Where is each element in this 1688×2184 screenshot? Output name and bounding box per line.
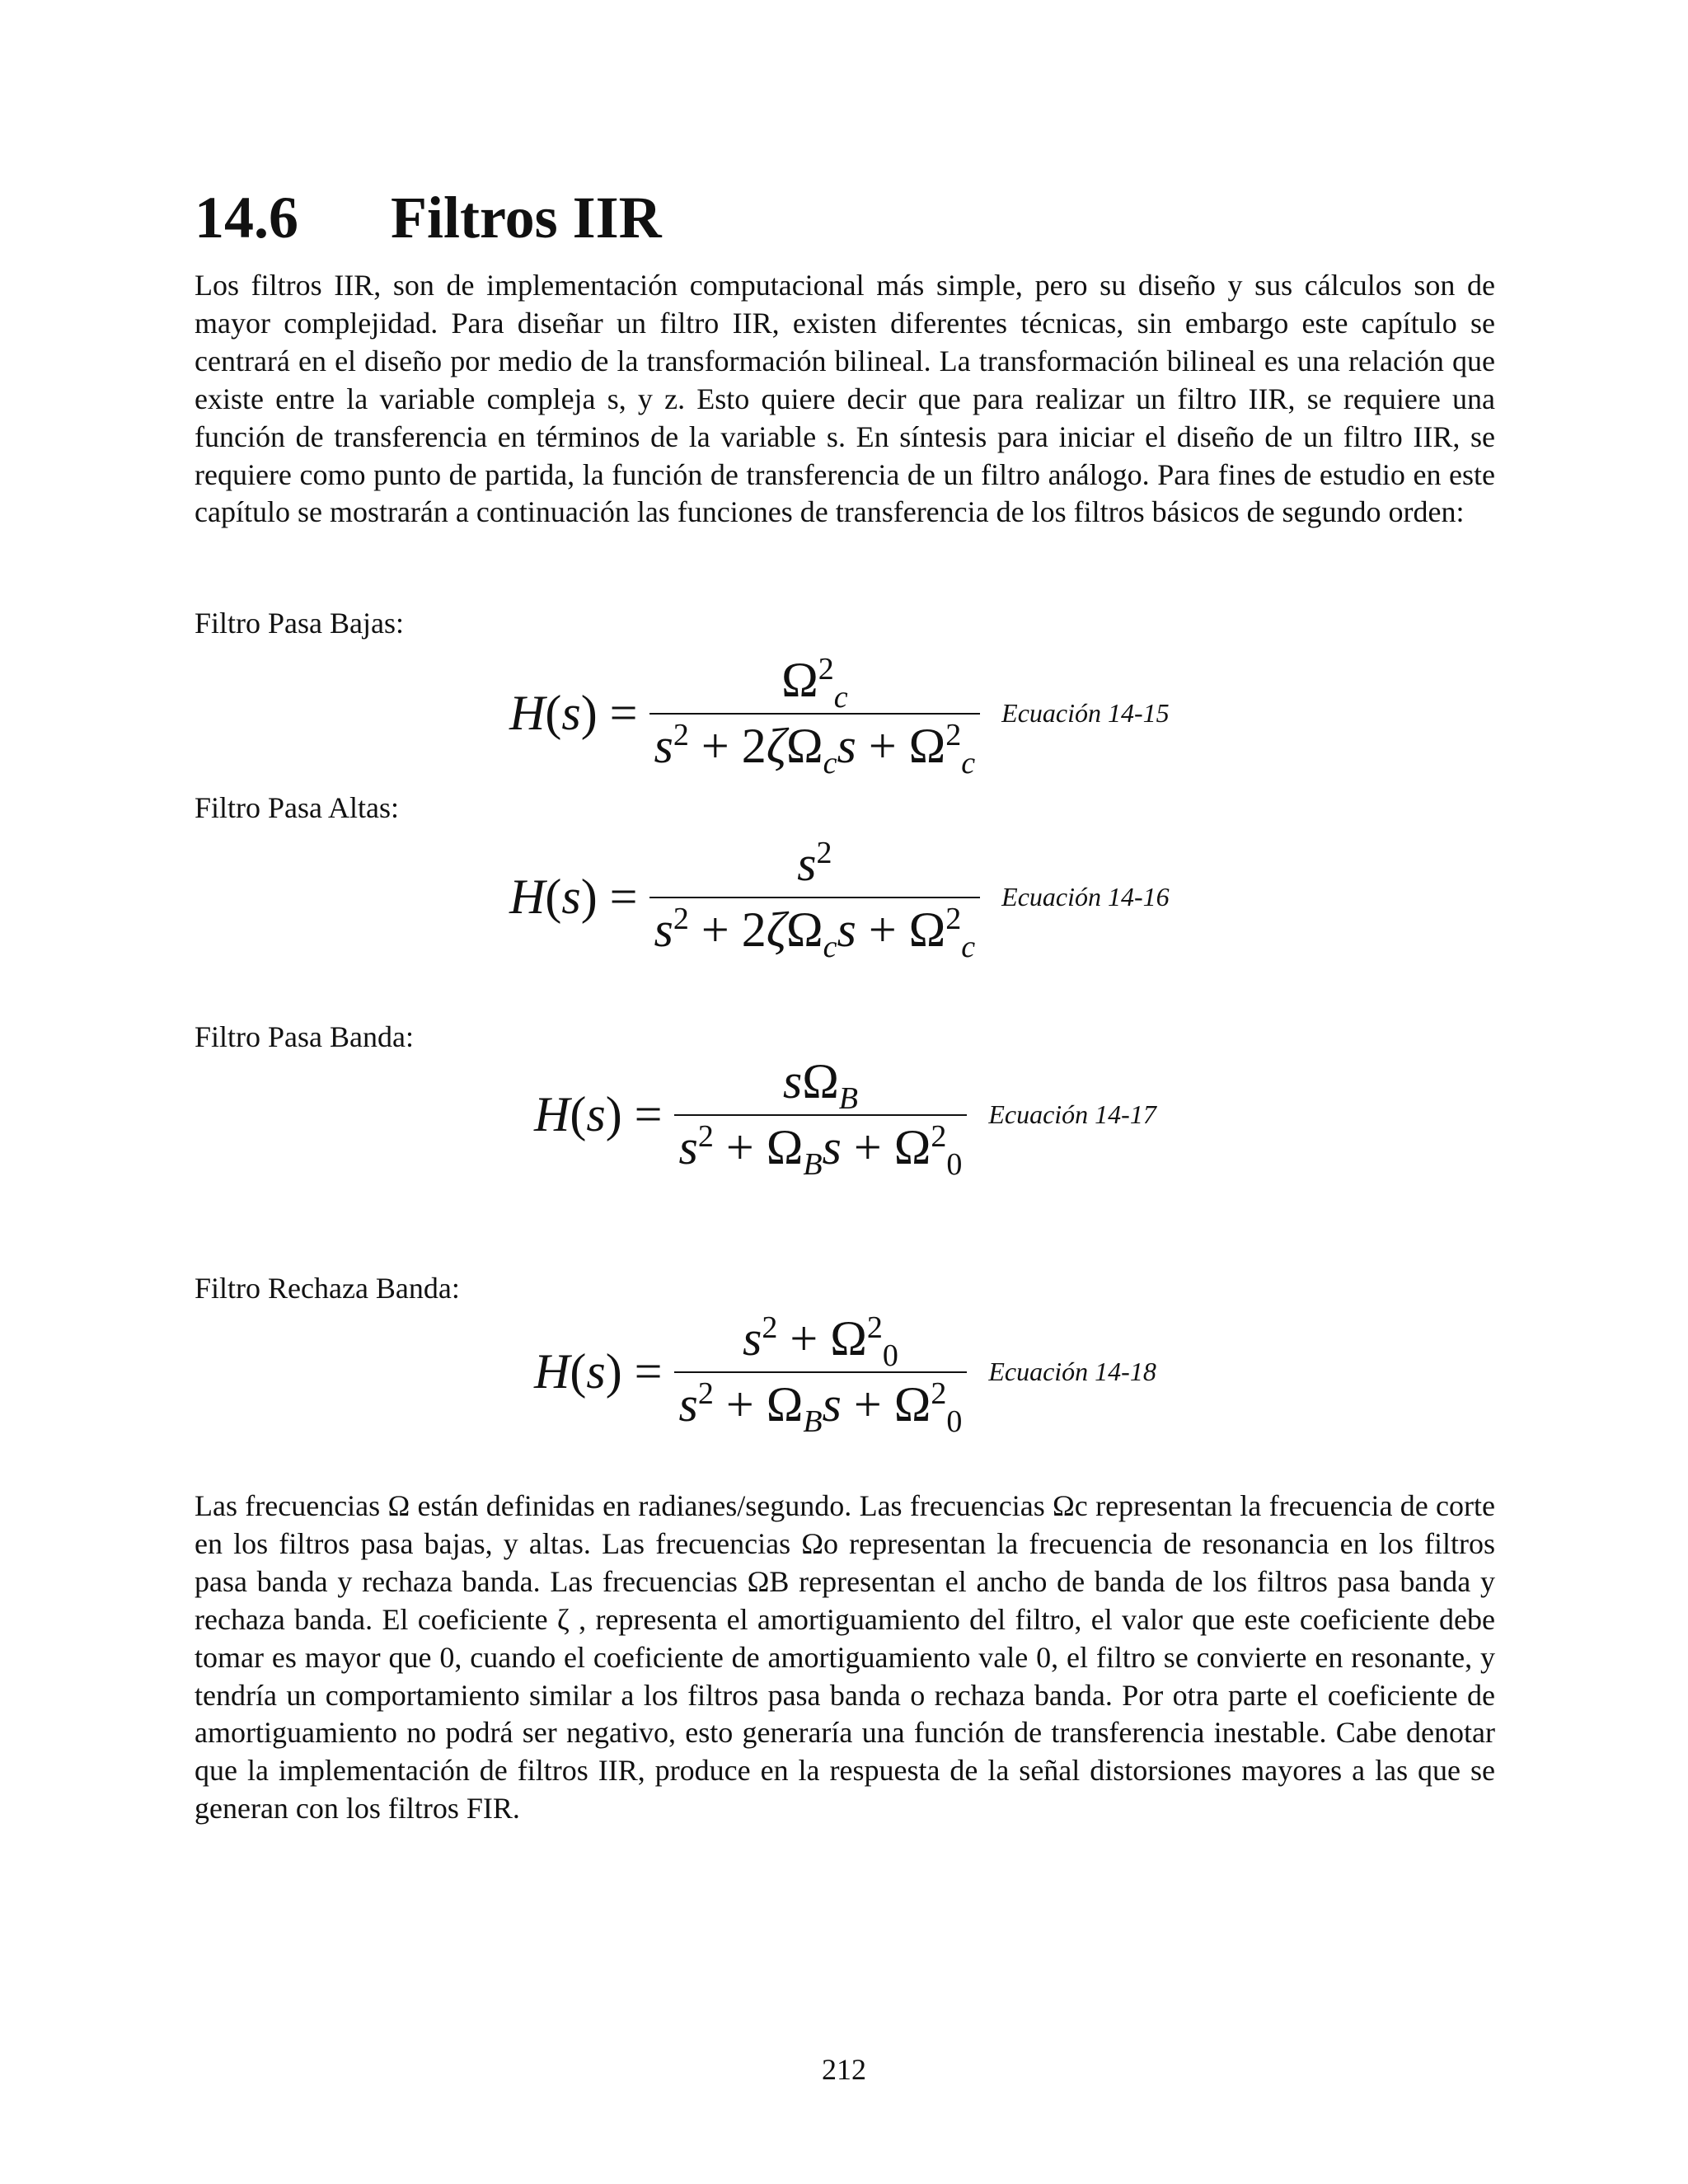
label-rechaza-banda: Filtro Rechaza Banda: <box>195 1272 460 1305</box>
equation-pasa-banda <box>534 1054 1156 1182</box>
numerator: $s^2$ <box>797 836 832 891</box>
equation-lhs: H(s) = <box>534 1343 663 1399</box>
equation-pasa-bajas <box>509 652 1170 780</box>
denominator: $s^2 + 2\zeta\Omega_cs + \Omega^2_c$ <box>654 718 976 780</box>
section-heading <box>195 185 662 251</box>
label-pasa-altas: Filtro Pasa Altas: <box>195 791 400 824</box>
equation-rechaza-banda <box>534 1310 1156 1439</box>
equation-label: Ecuación 14-18 <box>988 1356 1156 1386</box>
label-pasa-banda: Filtro Pasa Banda: <box>195 1020 414 1053</box>
equation-fraction <box>649 836 981 964</box>
equation-fraction <box>649 652 981 780</box>
outro-paragraph: Las frecuencias Ω están definidas en radianes/segundo. Las frecuencias Ωc representan la frecuencia de corte en los filtros pasa bajas, y altas. Las frecuencias Ωo representan la frecuencia de resonancia en los filtros pasa banda y rechaza banda. Las frecuencias ΩB representan el ancho de banda de los filtros pasa banda y rechaza banda. El coeficiente ζ , representa el amortiguamiento del filtro, el valor que este coeficiente debe tomar es mayor que 0, cuando el coeficiente de amortiguamiento vale 0, el filtro se convierte en resonante, y tendría un comportamiento similar a los filtros pasa banda o rechaza banda. Por otra parte el coeficiente de amortiguamiento no podrá ser negativo, esto generaría una función de transferencia inestable. Cabe denotar que la implementación de filtros IIR, produce en la respuesta de la señal distorsiones mayores a las que se generan con los filtros FIR. <box>195 1489 1495 1825</box>
equation-fraction <box>674 1054 968 1182</box>
equation-label: Ecuación 14-16 <box>1001 881 1170 912</box>
numerator: $\Omega^2_c$ <box>781 652 848 715</box>
equation-lhs: H(s) = <box>534 1086 663 1141</box>
denominator: $s^2 + \Omega_Bs + \Omega^2_0$ <box>678 1119 963 1182</box>
label-pasa-bajas: Filtro Pasa Bajas: <box>195 607 404 640</box>
section-title: Filtros IIR <box>391 185 662 251</box>
equation-label: Ecuación 14-15 <box>1001 697 1170 728</box>
numerator: $s\Omega_B$ <box>782 1054 858 1116</box>
denominator: $s^2 + 2\zeta\Omega_cs + \Omega^2_c$ <box>654 902 976 964</box>
section-number: 14.6 <box>195 185 298 251</box>
numerator: $s^2 + \Omega^2_0$ <box>743 1310 898 1373</box>
denominator: $s^2 + \Omega_Bs + \Omega^2_0$ <box>678 1376 963 1439</box>
equation-lhs: H(s) = <box>509 685 638 740</box>
page-number: 212 <box>822 2053 866 2086</box>
equation-fraction <box>674 1310 968 1439</box>
intro-paragraph: Los filtros IIR, son de implementación computacional más simple, pero su diseño y sus cálculos son de mayor complejidad. Para diseñar un filtro IIR, existen diferentes técnicas, sin embargo este capítulo se centrará en el diseño por medio de la transformación bilineal. La transformación bilineal es una relación que existe entre la variable compleja s, y z. Esto quiere decir que para realizar un filtro IIR, se requiere una función de transferencia en términos de la variable s. En síntesis para iniciar el diseño de un filtro IIR, se requiere como punto de partida, la función de transferencia de un filtro análogo. Para fines de estudio en este capítulo se mostrarán a continuación las funciones de transferencia de los filtros básicos de segundo orden: <box>195 269 1495 529</box>
equation-lhs: H(s) = <box>509 869 638 924</box>
equation-label: Ecuación 14-17 <box>988 1099 1156 1129</box>
equation-pasa-altas <box>509 836 1170 964</box>
